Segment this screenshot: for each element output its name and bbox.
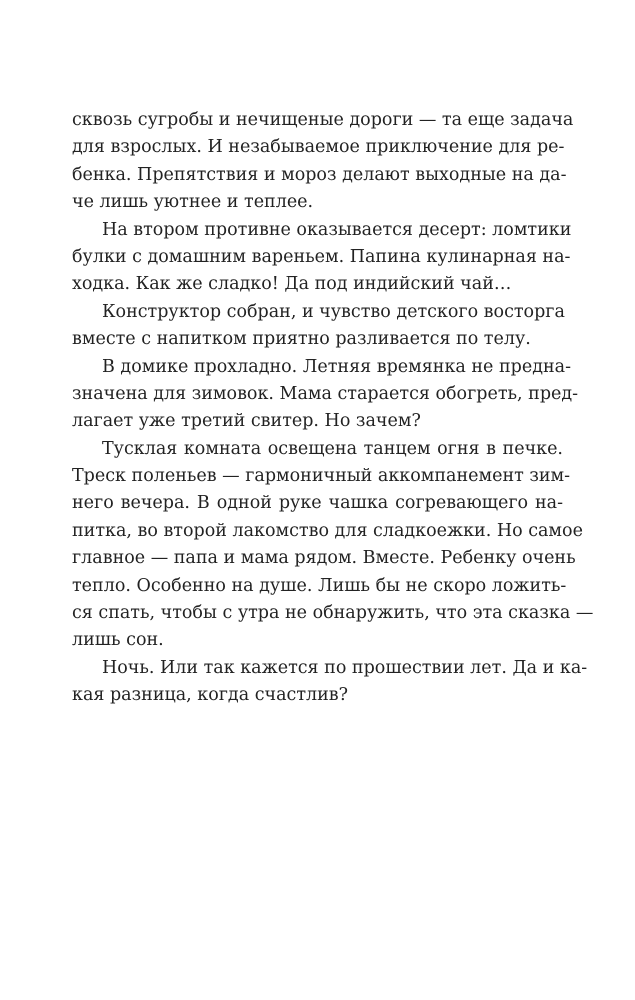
paragraph-first-line: Конструктор собран, и чувство детского восторга	[102, 301, 565, 322]
paragraph-first-line: В домике прохладно. Летняя времянка не предна-	[102, 356, 571, 377]
text-line: ходка. Как же сладко! Да под индийский чай…	[72, 274, 512, 295]
text-line: лишь сон.	[72, 630, 164, 651]
text-line: значена для зимовок. Мама старается обогреть, пред-	[72, 383, 579, 404]
text-line: для взрослых. И незабываемое приключение для ре-	[72, 137, 565, 158]
text-line: главное — папа и мама рядом. Вместе. Ребенку очень	[72, 548, 576, 569]
text-line: вместе с напитком приятно разливается по телу.	[72, 329, 531, 350]
body-text	[72, 107, 594, 710]
text-line: сквозь сугробы и нечищеные дороги — та еще задача	[72, 110, 574, 130]
text-line: че лишь уютнее и теплее.	[72, 192, 314, 213]
text-line: питка, во второй лакомство для сладкоежки. Но самое	[72, 520, 583, 541]
text-line: Треск поленьев — гармоничный аккомпанемент зим-	[72, 466, 571, 487]
text-line: кая разница, когда счастлив?	[72, 685, 349, 706]
paragraph-first-line: На втором противне оказывается десерт: ломтики	[102, 219, 572, 240]
text-line: тепло. Особенно на душе. Лишь бы не скоро ложить-	[72, 575, 567, 596]
text-line: лагает уже третий свитер. Но зачем?	[72, 411, 421, 432]
text-line: него вечера. В одной руке чашка согревающего на-	[72, 493, 563, 514]
paragraph-first-line: Ночь. Или так кажется по прошествии лет. Да и ка-	[102, 657, 588, 678]
text-line: ся спать, чтобы с утра не обнаружить, что эта сказка —	[72, 603, 594, 624]
paragraph-first-line: Тусклая комната освещена танцем огня в печке.	[102, 438, 563, 459]
text-line: бенка. Препятствия и мороз делают выходные на да-	[72, 164, 567, 185]
text-line: булки с домашним вареньем. Папина кулинарная на-	[72, 246, 571, 267]
